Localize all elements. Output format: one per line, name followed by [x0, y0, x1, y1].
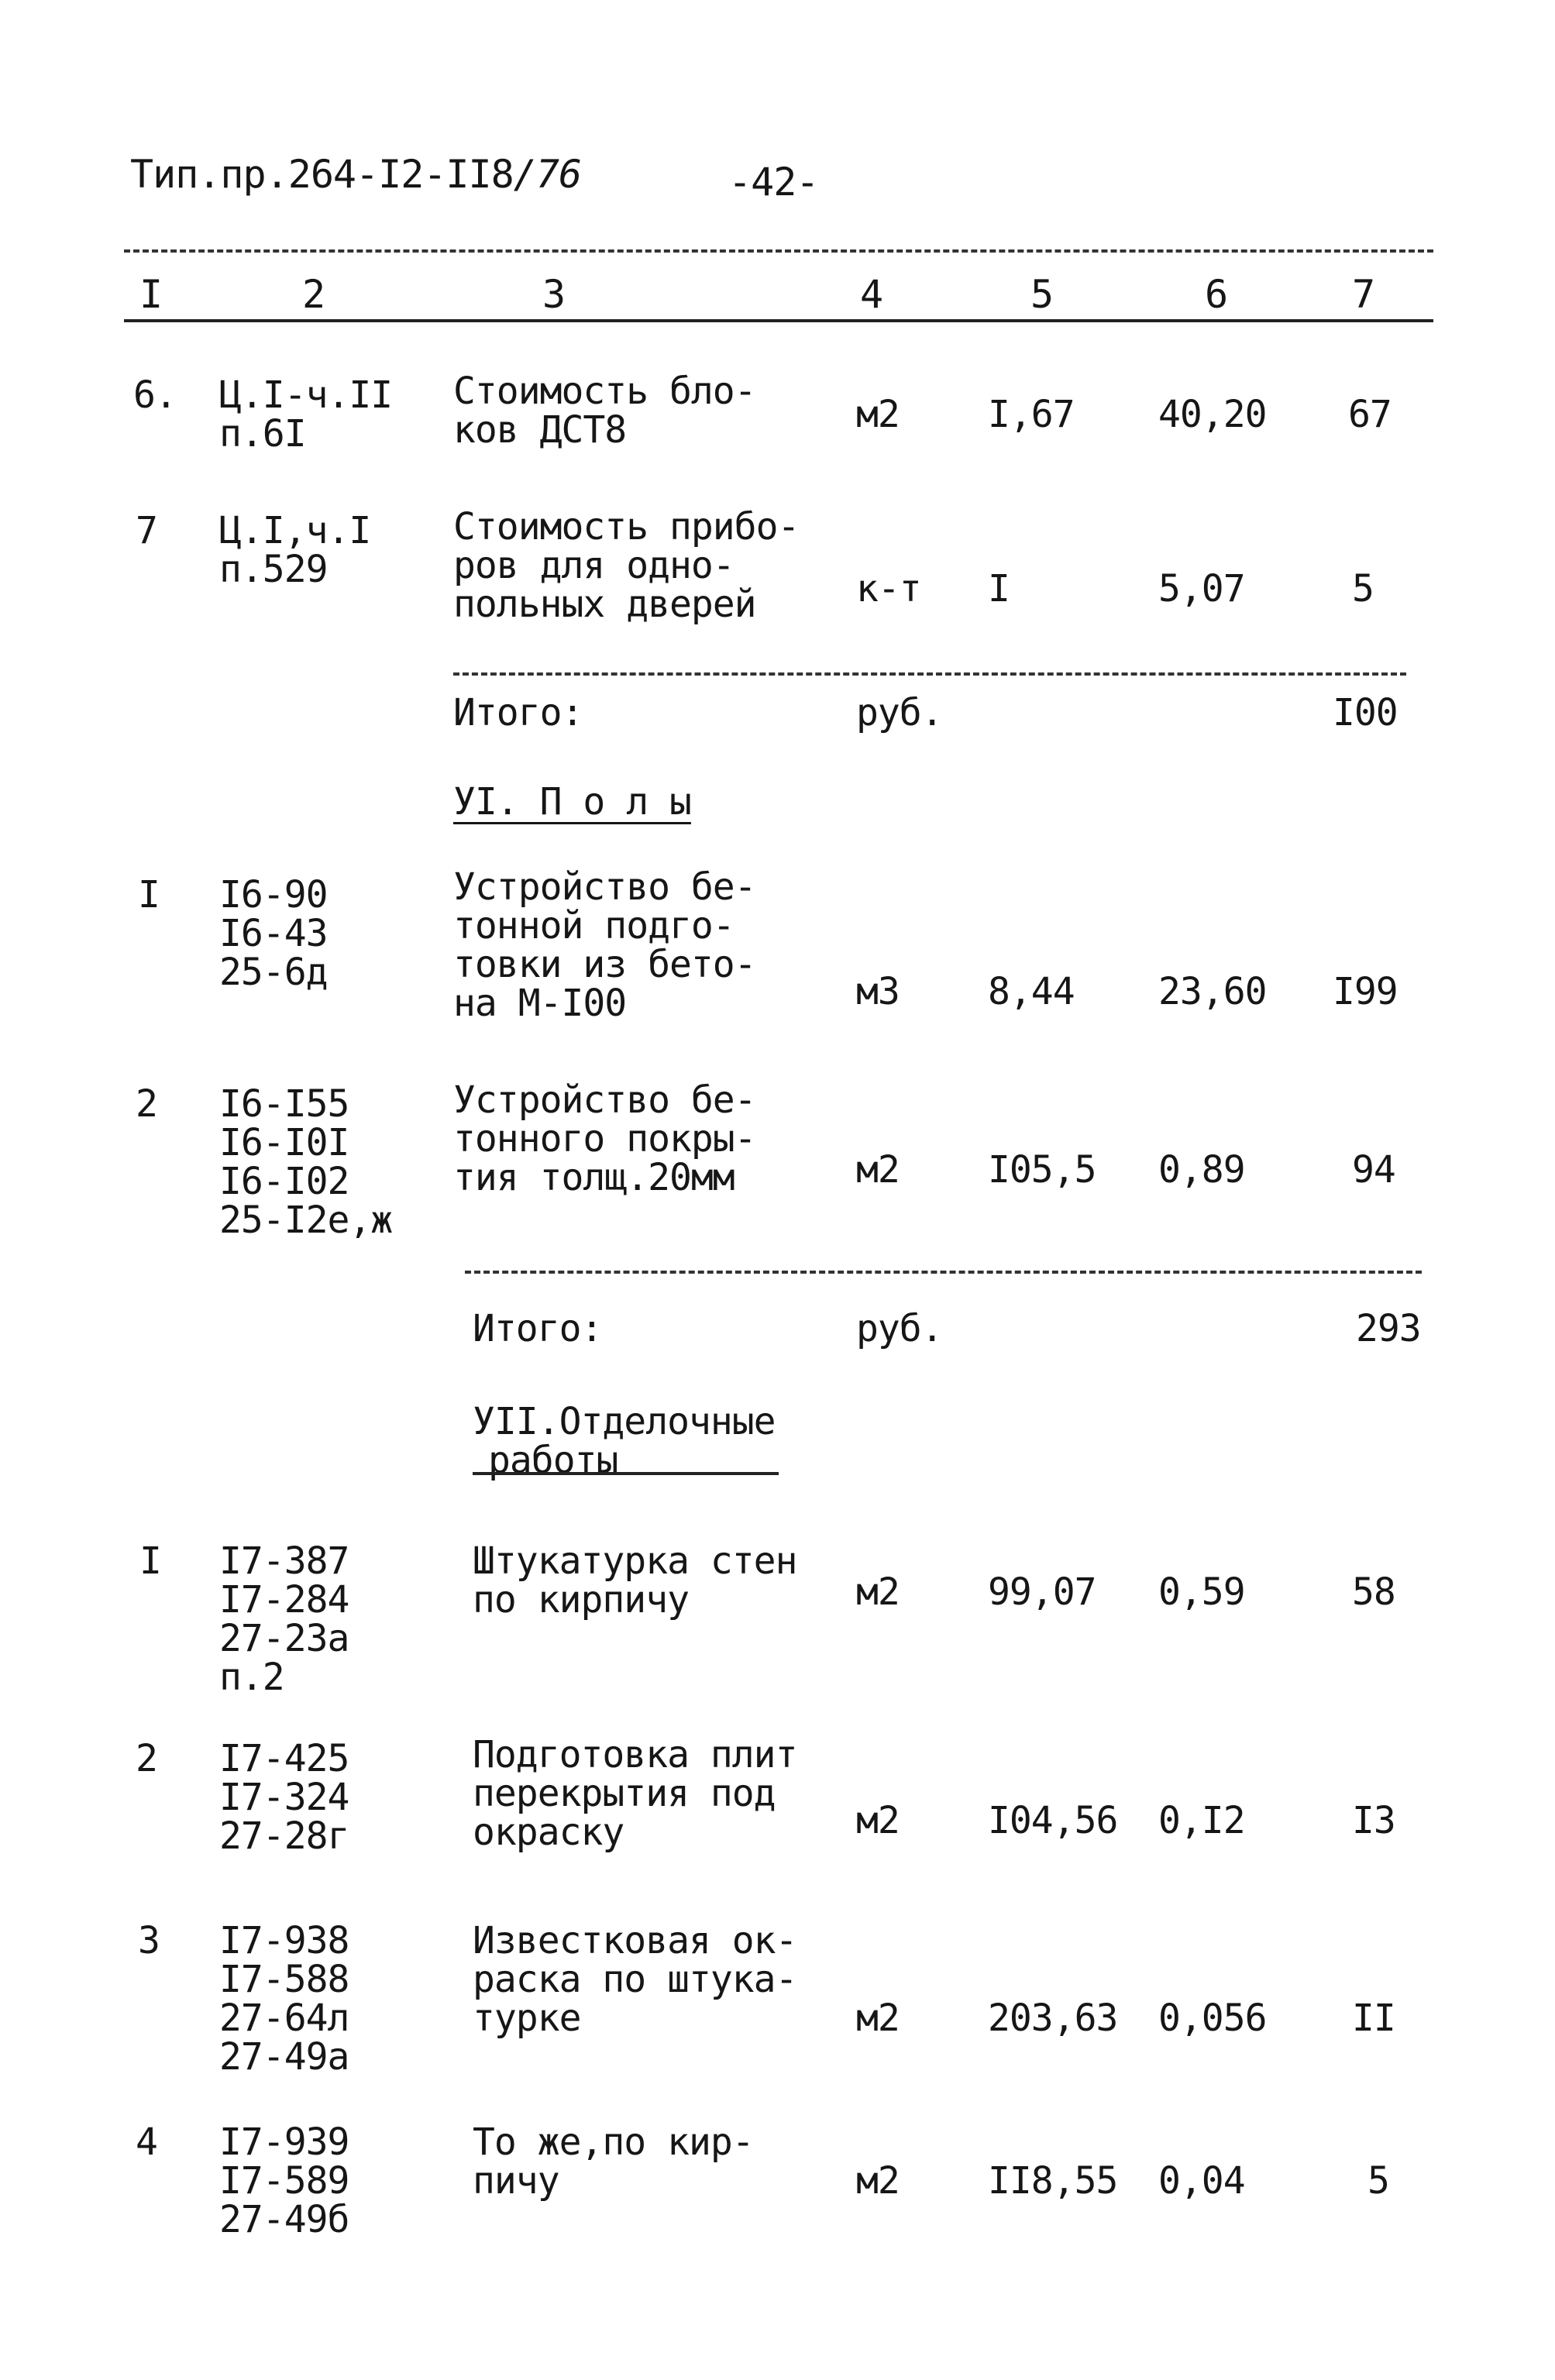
- quantity: I05,5: [988, 1148, 1096, 1192]
- item-description: Устройство бе- тонного покры- тия толщ.20мм: [453, 1078, 756, 1199]
- quantity: I04,56: [988, 1799, 1118, 1842]
- section-heading: УII.Отделочные работы: [473, 1400, 776, 1482]
- unit-price: 0,I2: [1158, 1799, 1245, 1842]
- row-number: 2: [136, 1082, 157, 1126]
- quantity: II8,55: [988, 2159, 1118, 2203]
- row-number: I: [139, 1539, 161, 1583]
- quantity: I: [988, 567, 1010, 610]
- subtotal-value: I00: [1333, 691, 1398, 734]
- subtotal-unit: руб.: [856, 691, 943, 734]
- unit: м2: [856, 2159, 900, 2203]
- quantity: 99,07: [988, 1570, 1096, 1614]
- header-rule-top: [124, 249, 1433, 253]
- col-header-5: 5: [1030, 272, 1054, 317]
- row-number: 3: [138, 1919, 160, 1962]
- section-heading: УI. П о л ы: [453, 780, 691, 824]
- total-cost: II: [1352, 1997, 1395, 2040]
- row-number: 7: [136, 509, 157, 552]
- total-cost: 58: [1352, 1570, 1395, 1614]
- unit: м2: [856, 393, 900, 436]
- row-number: 6.: [133, 373, 177, 417]
- section-underline: [473, 1472, 779, 1475]
- col-header-2: 2: [302, 272, 325, 317]
- unit-price: 5,07: [1158, 567, 1245, 610]
- subtotal-label: Итого:: [453, 691, 583, 734]
- unit: м3: [856, 970, 900, 1013]
- row-number: 4: [136, 2120, 157, 2164]
- norm-code: I6-90 I6-43 25-6д: [219, 873, 328, 994]
- col-header-6: 6: [1205, 272, 1228, 317]
- unit: м2: [856, 1799, 900, 1842]
- col-header-3: 3: [542, 272, 566, 317]
- row-number: I: [138, 873, 160, 917]
- header-rule-bottom: [124, 319, 1433, 322]
- unit-price: 0,89: [1158, 1148, 1245, 1192]
- subtotal-rule: [465, 1271, 1422, 1274]
- col-header-1: I: [139, 272, 163, 317]
- unit-price: 0,056: [1158, 1997, 1267, 2040]
- col-header-7: 7: [1352, 272, 1375, 317]
- quantity: I,67: [988, 393, 1075, 436]
- unit-price: 0,59: [1158, 1570, 1245, 1614]
- total-cost: I99: [1333, 970, 1398, 1013]
- unit: м2: [856, 1570, 900, 1614]
- subtotal-value: 293: [1356, 1307, 1421, 1350]
- subtotal-label: Итого:: [473, 1307, 603, 1350]
- unit: м2: [856, 1997, 900, 2040]
- norm-code: I7-387 I7-284 27-23а п.2: [219, 1539, 349, 1699]
- total-cost: I3: [1352, 1799, 1395, 1842]
- item-description: Известковая ок- раска по штука- турке: [473, 1919, 797, 2040]
- page-number: -42-: [728, 160, 819, 205]
- item-description: Устройство бе- тонной подго- товки из бето- на М-I00: [453, 865, 756, 1025]
- quantity: 203,63: [988, 1997, 1118, 2040]
- unit: к-т: [856, 567, 921, 610]
- norm-code: I7-938 I7-588 27-64л 27-49а: [219, 1919, 349, 2079]
- norm-code: I7-939 I7-589 27-49б: [219, 2120, 349, 2241]
- item-description: Стоимость бло- ков ДСТ8: [453, 370, 756, 452]
- total-cost: 5: [1352, 567, 1374, 610]
- norm-code: Ц.I,ч.I п.529: [219, 509, 371, 591]
- doc-ref: Тип.пр.264-I2-II8/76: [130, 152, 582, 197]
- subtotal-unit: руб.: [856, 1307, 943, 1350]
- norm-code: I7-425 I7-324 27-28г: [219, 1737, 349, 1858]
- total-cost: 67: [1348, 393, 1392, 436]
- item-description: Подготовка плит перекрытия под окраску: [473, 1733, 797, 1854]
- unit: м2: [856, 1148, 900, 1192]
- row-number: 2: [136, 1737, 157, 1780]
- col-header-4: 4: [860, 272, 883, 317]
- subtotal-rule: [453, 672, 1406, 676]
- unit-price: 40,20: [1158, 393, 1267, 436]
- norm-code: I6-I55 I6-I0I I6-I02 25-I2е,ж: [219, 1082, 393, 1242]
- unit-price: 23,60: [1158, 970, 1267, 1013]
- norm-code: Ц.I-ч.II п.6I: [219, 373, 393, 456]
- quantity: 8,44: [988, 970, 1075, 1013]
- item-description: Штукатурка стен по кирпичу: [473, 1539, 797, 1622]
- total-cost: 94: [1352, 1148, 1395, 1192]
- item-description: То же,по кир- пичу: [473, 2120, 754, 2203]
- unit-price: 0,04: [1158, 2159, 1245, 2203]
- item-description: Стоимость прибо- ров для одно- польных дверей: [453, 505, 800, 626]
- total-cost: 5: [1368, 2159, 1389, 2203]
